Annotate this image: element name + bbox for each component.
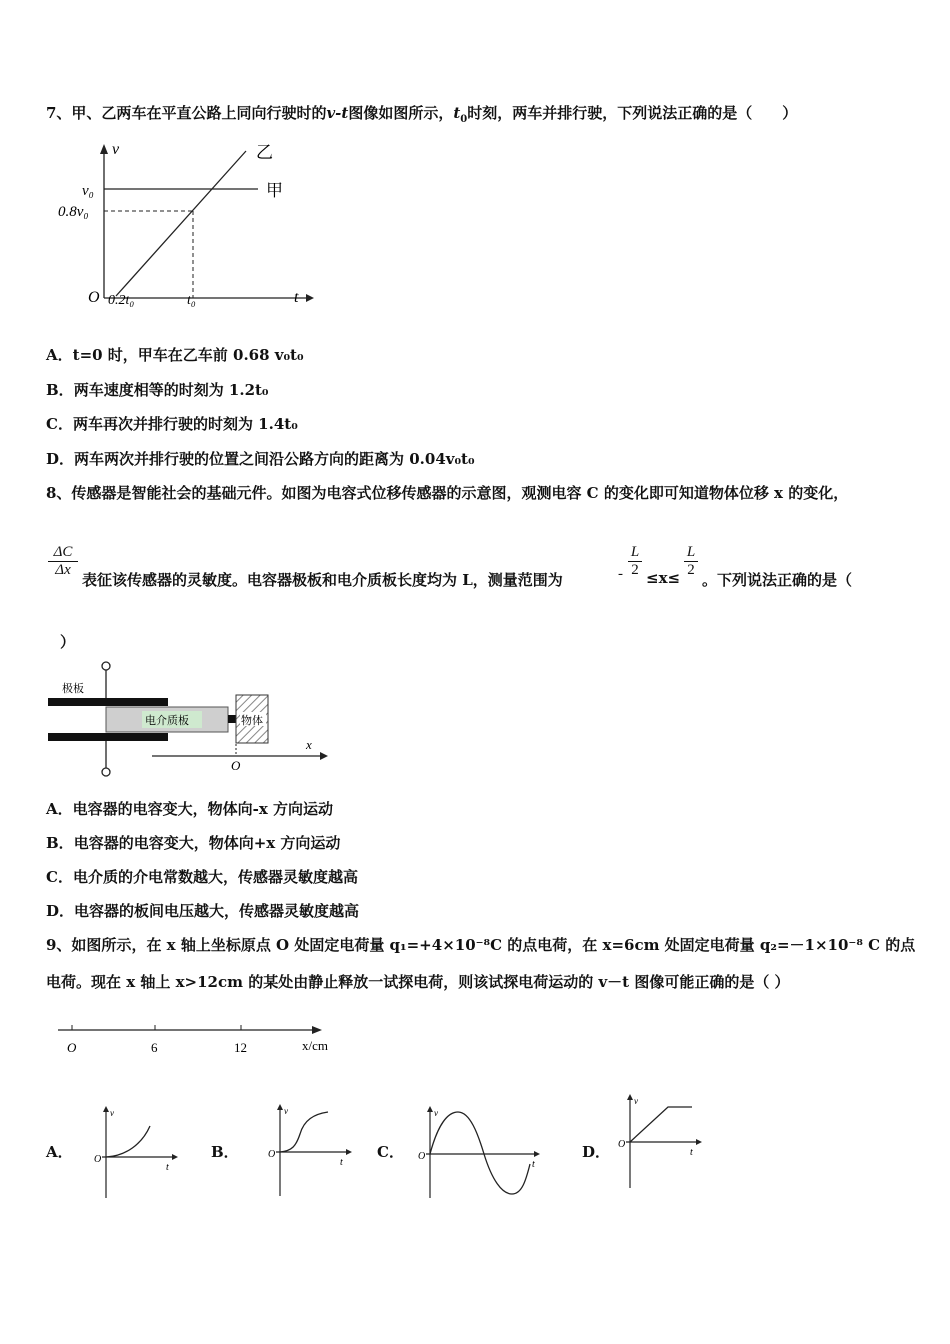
q8-option-b bbox=[46, 832, 340, 853]
frac-denominator: 2 bbox=[684, 561, 698, 579]
terminal-bottom bbox=[102, 768, 110, 776]
q8-stem-line2: 表征该传感器的灵敏度。电容器极板和电介质板长度均为 L，测量范围为 bbox=[82, 571, 563, 589]
tick-08v0: 0.8v₀ bbox=[58, 204, 89, 220]
option-letter: D． bbox=[46, 902, 75, 920]
curve bbox=[630, 1107, 692, 1142]
object-label: 物体 bbox=[241, 715, 263, 727]
q9-choice-a-graph bbox=[90, 1104, 190, 1204]
q8-capacitor-diagram bbox=[44, 656, 344, 782]
q9-choice-c-letter: C． bbox=[377, 1143, 404, 1161]
curve bbox=[430, 1112, 530, 1194]
t-label: t bbox=[166, 1162, 169, 1173]
q7-option-b bbox=[46, 379, 269, 400]
line-yi bbox=[116, 151, 246, 296]
option-text: 两车速度相等的时刻为 1.2t₀ bbox=[73, 381, 269, 399]
t-label: t bbox=[690, 1147, 693, 1158]
q9-choice-b-letter: B． bbox=[211, 1143, 239, 1161]
curve bbox=[280, 1112, 328, 1152]
frac-denominator: 2 bbox=[628, 561, 642, 579]
v-label: v bbox=[434, 1108, 438, 1118]
q9-choice-b-graph bbox=[264, 1102, 364, 1202]
terminal-top bbox=[102, 662, 110, 670]
t-label: t bbox=[532, 1159, 535, 1170]
origin-label: O bbox=[268, 1149, 276, 1160]
origin-label: O bbox=[418, 1151, 426, 1162]
q8-option-d bbox=[46, 900, 359, 921]
axis-unit: x/cm bbox=[302, 1038, 328, 1053]
option-text: 电容器的电容变大，物体向-x 方向运动 bbox=[72, 800, 334, 818]
x-axis-arrow bbox=[320, 752, 328, 760]
option-letter: B． bbox=[46, 381, 74, 399]
q7-stem-part: 时刻，两车并排行驶，下列说法正确的是（ ） bbox=[467, 104, 798, 122]
v-label: v bbox=[284, 1106, 288, 1116]
v-label: v bbox=[634, 1096, 638, 1106]
connector bbox=[228, 715, 236, 723]
option-text: t=0 时，甲车在乙车前 0.68 v₀t₀ bbox=[72, 346, 304, 364]
option-text: 两车两次并排行驶的位置之间沿公路方向的距离为 0.04v₀t₀ bbox=[74, 450, 475, 468]
q8-stem-line2-end: 。下列说法正确的是（ bbox=[702, 571, 853, 589]
tick-label-6: 6 bbox=[151, 1040, 158, 1055]
option-letter: A． bbox=[46, 346, 73, 364]
option-letter: A． bbox=[46, 800, 73, 818]
origin-label: O bbox=[94, 1154, 102, 1165]
tick-label-12: 12 bbox=[234, 1040, 247, 1055]
plate-bottom bbox=[48, 733, 168, 741]
option-letter: B． bbox=[46, 834, 74, 852]
tick-label-0: O bbox=[67, 1040, 77, 1055]
label-jia: 甲 bbox=[266, 181, 283, 200]
v-axis-arrow bbox=[103, 1106, 109, 1112]
v-axis-arrow bbox=[100, 144, 108, 154]
q9-choice-d-letter: D． bbox=[582, 1143, 611, 1161]
t-axis-arrow bbox=[172, 1154, 178, 1160]
plate-label: 极板 bbox=[62, 683, 84, 695]
q8-stem-line3: ） bbox=[60, 633, 76, 651]
v-label: v bbox=[110, 1108, 114, 1118]
origin-label: O bbox=[88, 289, 100, 306]
option-letter: C． bbox=[46, 868, 73, 886]
range-right-frac bbox=[684, 544, 698, 579]
frac-denominator: Δx bbox=[48, 561, 78, 579]
v-axis-arrow bbox=[427, 1106, 433, 1112]
q7-option-a bbox=[46, 344, 304, 365]
q7-stem-part: 7、甲、乙两车在平直公路上同向行驶时的 bbox=[46, 104, 327, 122]
t-axis-arrow bbox=[346, 1149, 352, 1155]
q7-vt-graph bbox=[58, 138, 320, 318]
q7-stem-t0-sub: 0 bbox=[460, 114, 468, 125]
option-text: 电介质的介电常数越大，传感器灵敏度越高 bbox=[72, 868, 358, 886]
q9-choice-d-graph bbox=[614, 1092, 714, 1192]
t-axis-arrow bbox=[306, 294, 314, 302]
t-axis-arrow bbox=[696, 1139, 702, 1145]
q8-sensitivity-fraction bbox=[48, 544, 78, 579]
q7-stem bbox=[46, 102, 797, 125]
x-axis-label: x bbox=[306, 737, 312, 752]
origin-label: O bbox=[618, 1139, 626, 1150]
q9-x-axis bbox=[56, 1018, 346, 1058]
range-left-frac bbox=[628, 544, 642, 579]
frac-numerator: L bbox=[686, 544, 696, 560]
option-text: 两车再次并排行驶的时刻为 1.4t₀ bbox=[72, 415, 298, 433]
q9-choice-c-graph bbox=[414, 1104, 554, 1204]
q8-option-a bbox=[46, 798, 333, 819]
v-axis-arrow bbox=[277, 1104, 283, 1110]
option-text: 电容器的板间电压越大，传感器灵敏度越高 bbox=[74, 902, 360, 920]
q9-stem-line2: 电荷。现在 x 轴上 x>12cm 的某处由静止释放一试探电荷，则该试探电荷运动的 v－t 图像可能正确的是（ ） bbox=[46, 973, 790, 991]
q7-stem-part: 图像如图所示， bbox=[348, 104, 454, 122]
q9-stem-line1: 9、如图所示，在 x 轴上坐标原点 O 处固定电荷量 q₁=+4×10⁻⁸C 的点电荷，在 x=6cm 处固定电荷量 q₂=－1×10⁻⁸ C 的点 bbox=[46, 936, 916, 954]
t-label: t bbox=[340, 1157, 343, 1168]
frac-numerator: ΔC bbox=[53, 544, 73, 560]
q7-option-d bbox=[46, 448, 475, 469]
t-axis-label: t bbox=[294, 289, 299, 306]
option-letter: C． bbox=[46, 415, 73, 433]
q9-choice-a-letter: A． bbox=[46, 1143, 73, 1161]
tick-v0: v₀ bbox=[82, 183, 94, 199]
t-axis-arrow bbox=[534, 1151, 540, 1157]
range-minus: - bbox=[618, 566, 623, 582]
frac-numerator: L bbox=[630, 544, 640, 560]
v-axis-arrow bbox=[627, 1094, 633, 1100]
v-axis-label: v bbox=[112, 141, 120, 158]
option-letter: D． bbox=[46, 450, 75, 468]
q7-stem-t0: t bbox=[453, 104, 461, 122]
dielectric-label: 电介质板 bbox=[145, 715, 189, 727]
q8-stem-line1: 8、传感器是智能社会的基础元件。如图为电容式位移传感器的示意图，观测电容 C 的变化即可知道物体位移 x 的变化， bbox=[46, 484, 849, 502]
origin-label: O bbox=[231, 758, 241, 773]
plate-top bbox=[48, 698, 168, 706]
tick-t0: t₀ bbox=[187, 293, 196, 308]
range-mid: ≤x≤ bbox=[646, 569, 681, 587]
q7-stem-vt: v-t bbox=[326, 104, 349, 122]
axis-arrow bbox=[312, 1026, 322, 1034]
tick-02t0: 0.2t₀ bbox=[108, 293, 135, 308]
option-text: 电容器的电容变大，物体向+x 方向运动 bbox=[73, 834, 341, 852]
q8-option-c bbox=[46, 866, 358, 887]
curve bbox=[106, 1126, 150, 1157]
label-yi: 乙 bbox=[256, 143, 273, 162]
q7-option-c bbox=[46, 413, 298, 434]
